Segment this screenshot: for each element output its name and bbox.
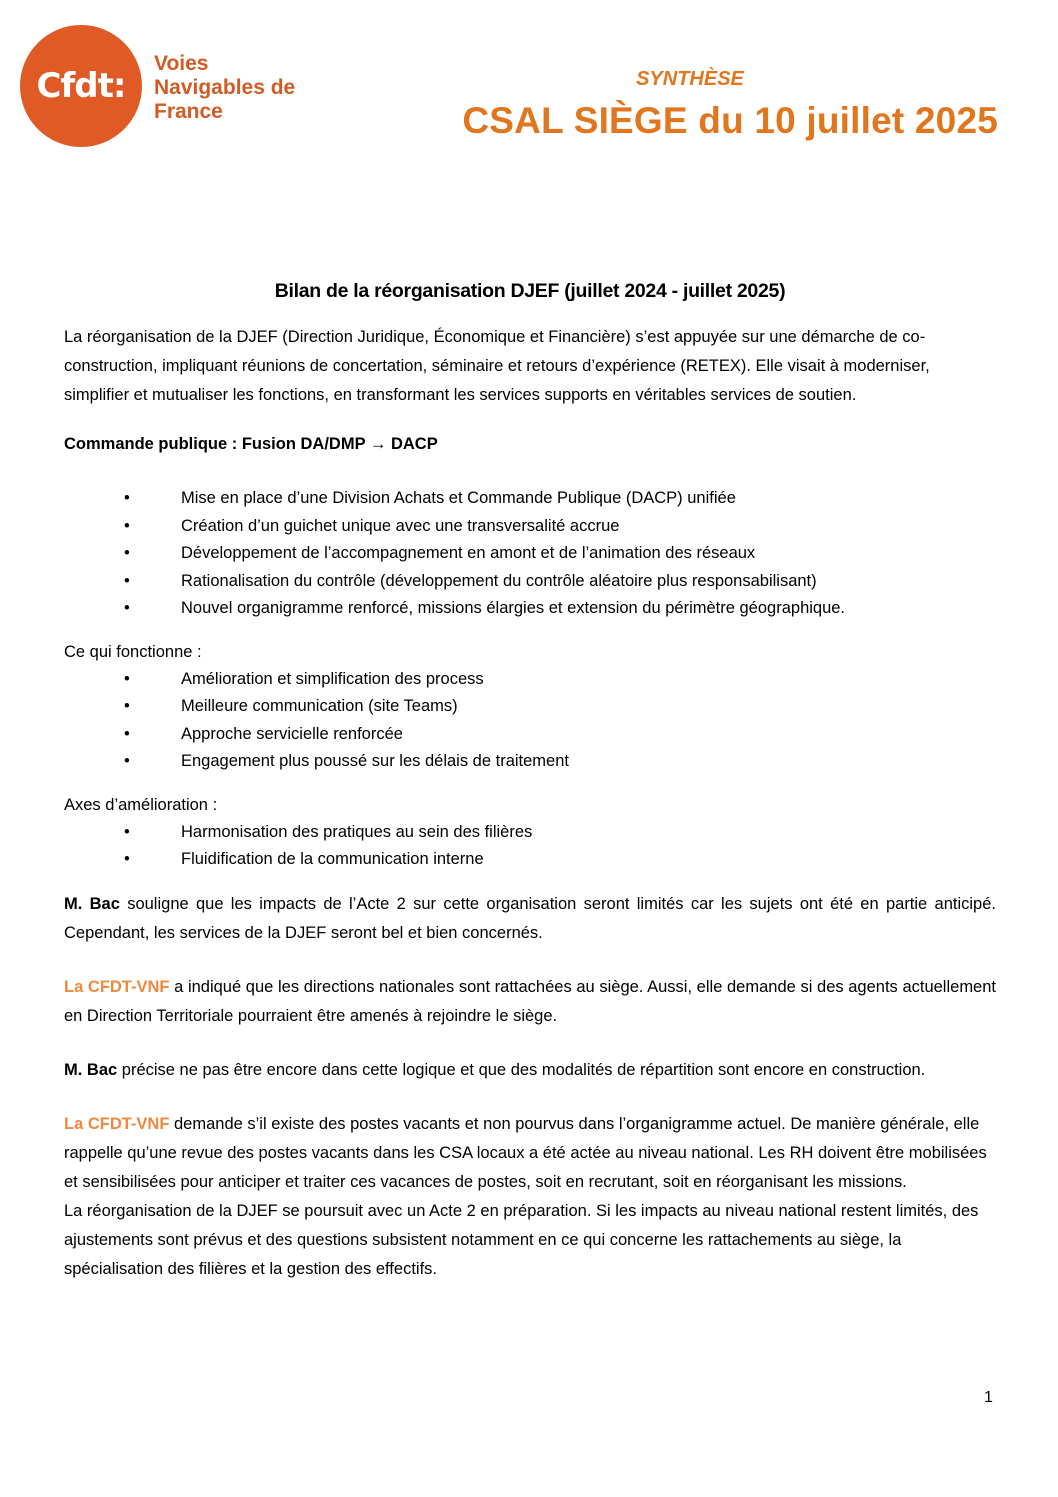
list-item [64, 693, 996, 721]
org-line: Voies [154, 52, 209, 75]
intro-paragraph: La réorganisation de la DJEF (Direction Juridique, Économique et Financière) s’est appuyée sur une démarche de co-construction, impliquant réunions de concertation, séminaire et retours d’expérience (RETEX). Elle visait à moderniser, simplifier et mutualiser les fonctions, en transformant les services supports en véritables services de soutien. [64, 328, 930, 404]
exchange-text: précise ne pas être encore dans cette logique et que des modalités de répartition sont encore en construction. [117, 1060, 926, 1079]
exchange-paragraph [64, 1056, 996, 1085]
list-item-text: Engagement plus poussé sur les délais de traitement [181, 752, 569, 770]
list-item-text: Meilleure communication (site Teams) [181, 697, 458, 715]
list-item [64, 721, 996, 749]
speaker-name: M. Bac [64, 1060, 118, 1079]
exchange-paragraph [64, 973, 996, 1031]
list-item [64, 748, 996, 776]
works-list [64, 666, 996, 776]
list-item [64, 513, 996, 541]
improve-label: Axes d’amélioration : [64, 795, 218, 814]
bullet-icon: • [124, 516, 130, 535]
bullet-icon: • [124, 822, 130, 841]
bullet-icon: • [124, 489, 130, 507]
list-item-text: Création d’un guichet unique avec une transversalité accrue [181, 516, 620, 535]
list-item-text: Approche servicielle renforcée [181, 724, 403, 743]
list-item-text: Harmonisation des pratiques au sein des filières [181, 822, 533, 841]
bullet-icon: • [124, 724, 130, 743]
page-number: 1 [984, 1389, 993, 1406]
list-item-text: Fluidification de la communication interne [181, 850, 484, 868]
section-title: Bilan de la réorganisation DJEF (juillet 2024 - juillet 2025) [274, 280, 786, 302]
works-label: Ce qui fonctionne : [64, 642, 202, 661]
logo-mark: Cfdt: [36, 66, 126, 106]
list-item [64, 666, 996, 694]
organization-name [154, 52, 295, 124]
bullet-icon: • [124, 544, 130, 562]
org-line: France [154, 100, 223, 123]
org-line: Navigables de [154, 76, 296, 99]
list-item [64, 485, 996, 513]
document-title: CSAL SIÈGE du 10 juillet 2025 [462, 100, 998, 141]
exchange-text: demande s’il existe des postes vacants et non pourvus dans l’organigramme actuel. De manière générale, elle rappelle qu’une revue des postes vacants dans les CSA locaux a été actée au niveau national. Les RH doivent être mobilisées et sensibilisées pour anticiper et traiter ces vacances de postes, soit en recrutant, soit en réorganisant les missions. [64, 1114, 987, 1191]
list-item [64, 595, 996, 623]
bullet-icon: • [124, 571, 130, 590]
speaker-name: La CFDT-VNF [64, 977, 170, 996]
improve-list [64, 819, 996, 874]
subsection-heading: Commande publique : Fusion DA/DMP → DACP [64, 435, 438, 453]
bullet-icon: • [124, 752, 130, 770]
logo-circle-icon [20, 25, 142, 147]
list-item-text: Rationalisation du contrôle (développement du contrôle aléatoire plus responsabilisant) [181, 571, 817, 590]
list-item [64, 846, 996, 874]
conclusion-paragraph: La réorganisation de la DJEF se poursuit avec un Acte 2 en préparation. Si les impacts au niveau national restent limités, des ajustements sont prévus et des questions subsistent notamment en ce qui concerne les rattachements au siège, la spécialisation des filières et la gestion des effectifs. [64, 1201, 979, 1278]
bullet-icon: • [124, 669, 130, 688]
bullet-icon: • [124, 850, 130, 868]
list-item-text: Amélioration et simplification des process [181, 669, 484, 688]
exchange-text: souligne que les impacts de l’Acte 2 sur cette organisation seront limités car les sujets ont été en partie anticipé. Cependant, les services de la DJEF seront bel et bien concernés. [64, 894, 996, 942]
list-item [64, 568, 996, 596]
list-item-text: Nouvel organigramme renforcé, missions élargies et extension du périmètre géographique. [181, 599, 846, 617]
bullet-icon: • [124, 599, 130, 617]
exchange-paragraph [64, 890, 996, 948]
list-item-text: Mise en place d’une Division Achats et Commande Publique (DACP) unifiée [181, 489, 736, 507]
document-body [64, 280, 996, 1284]
document-kicker: SYNTHÈSE [636, 68, 744, 90]
list-item-text: Développement de l’accompagnement en amont et de l’animation des réseaux [181, 544, 756, 562]
bullet-icon: • [124, 697, 130, 715]
measures-list [64, 485, 996, 623]
list-item [64, 819, 996, 847]
exchange-text: a indiqué que les directions nationales sont rattachées au siège. Aussi, elle demande si des agents actuellement en Direction Territoriale pourraient être amenés à rejoindre le siège. [64, 977, 996, 1025]
exchange-paragraph [64, 1110, 996, 1197]
speaker-name: M. Bac [64, 894, 120, 913]
speaker-name: La CFDT-VNF [64, 1114, 170, 1133]
list-item [64, 540, 996, 568]
